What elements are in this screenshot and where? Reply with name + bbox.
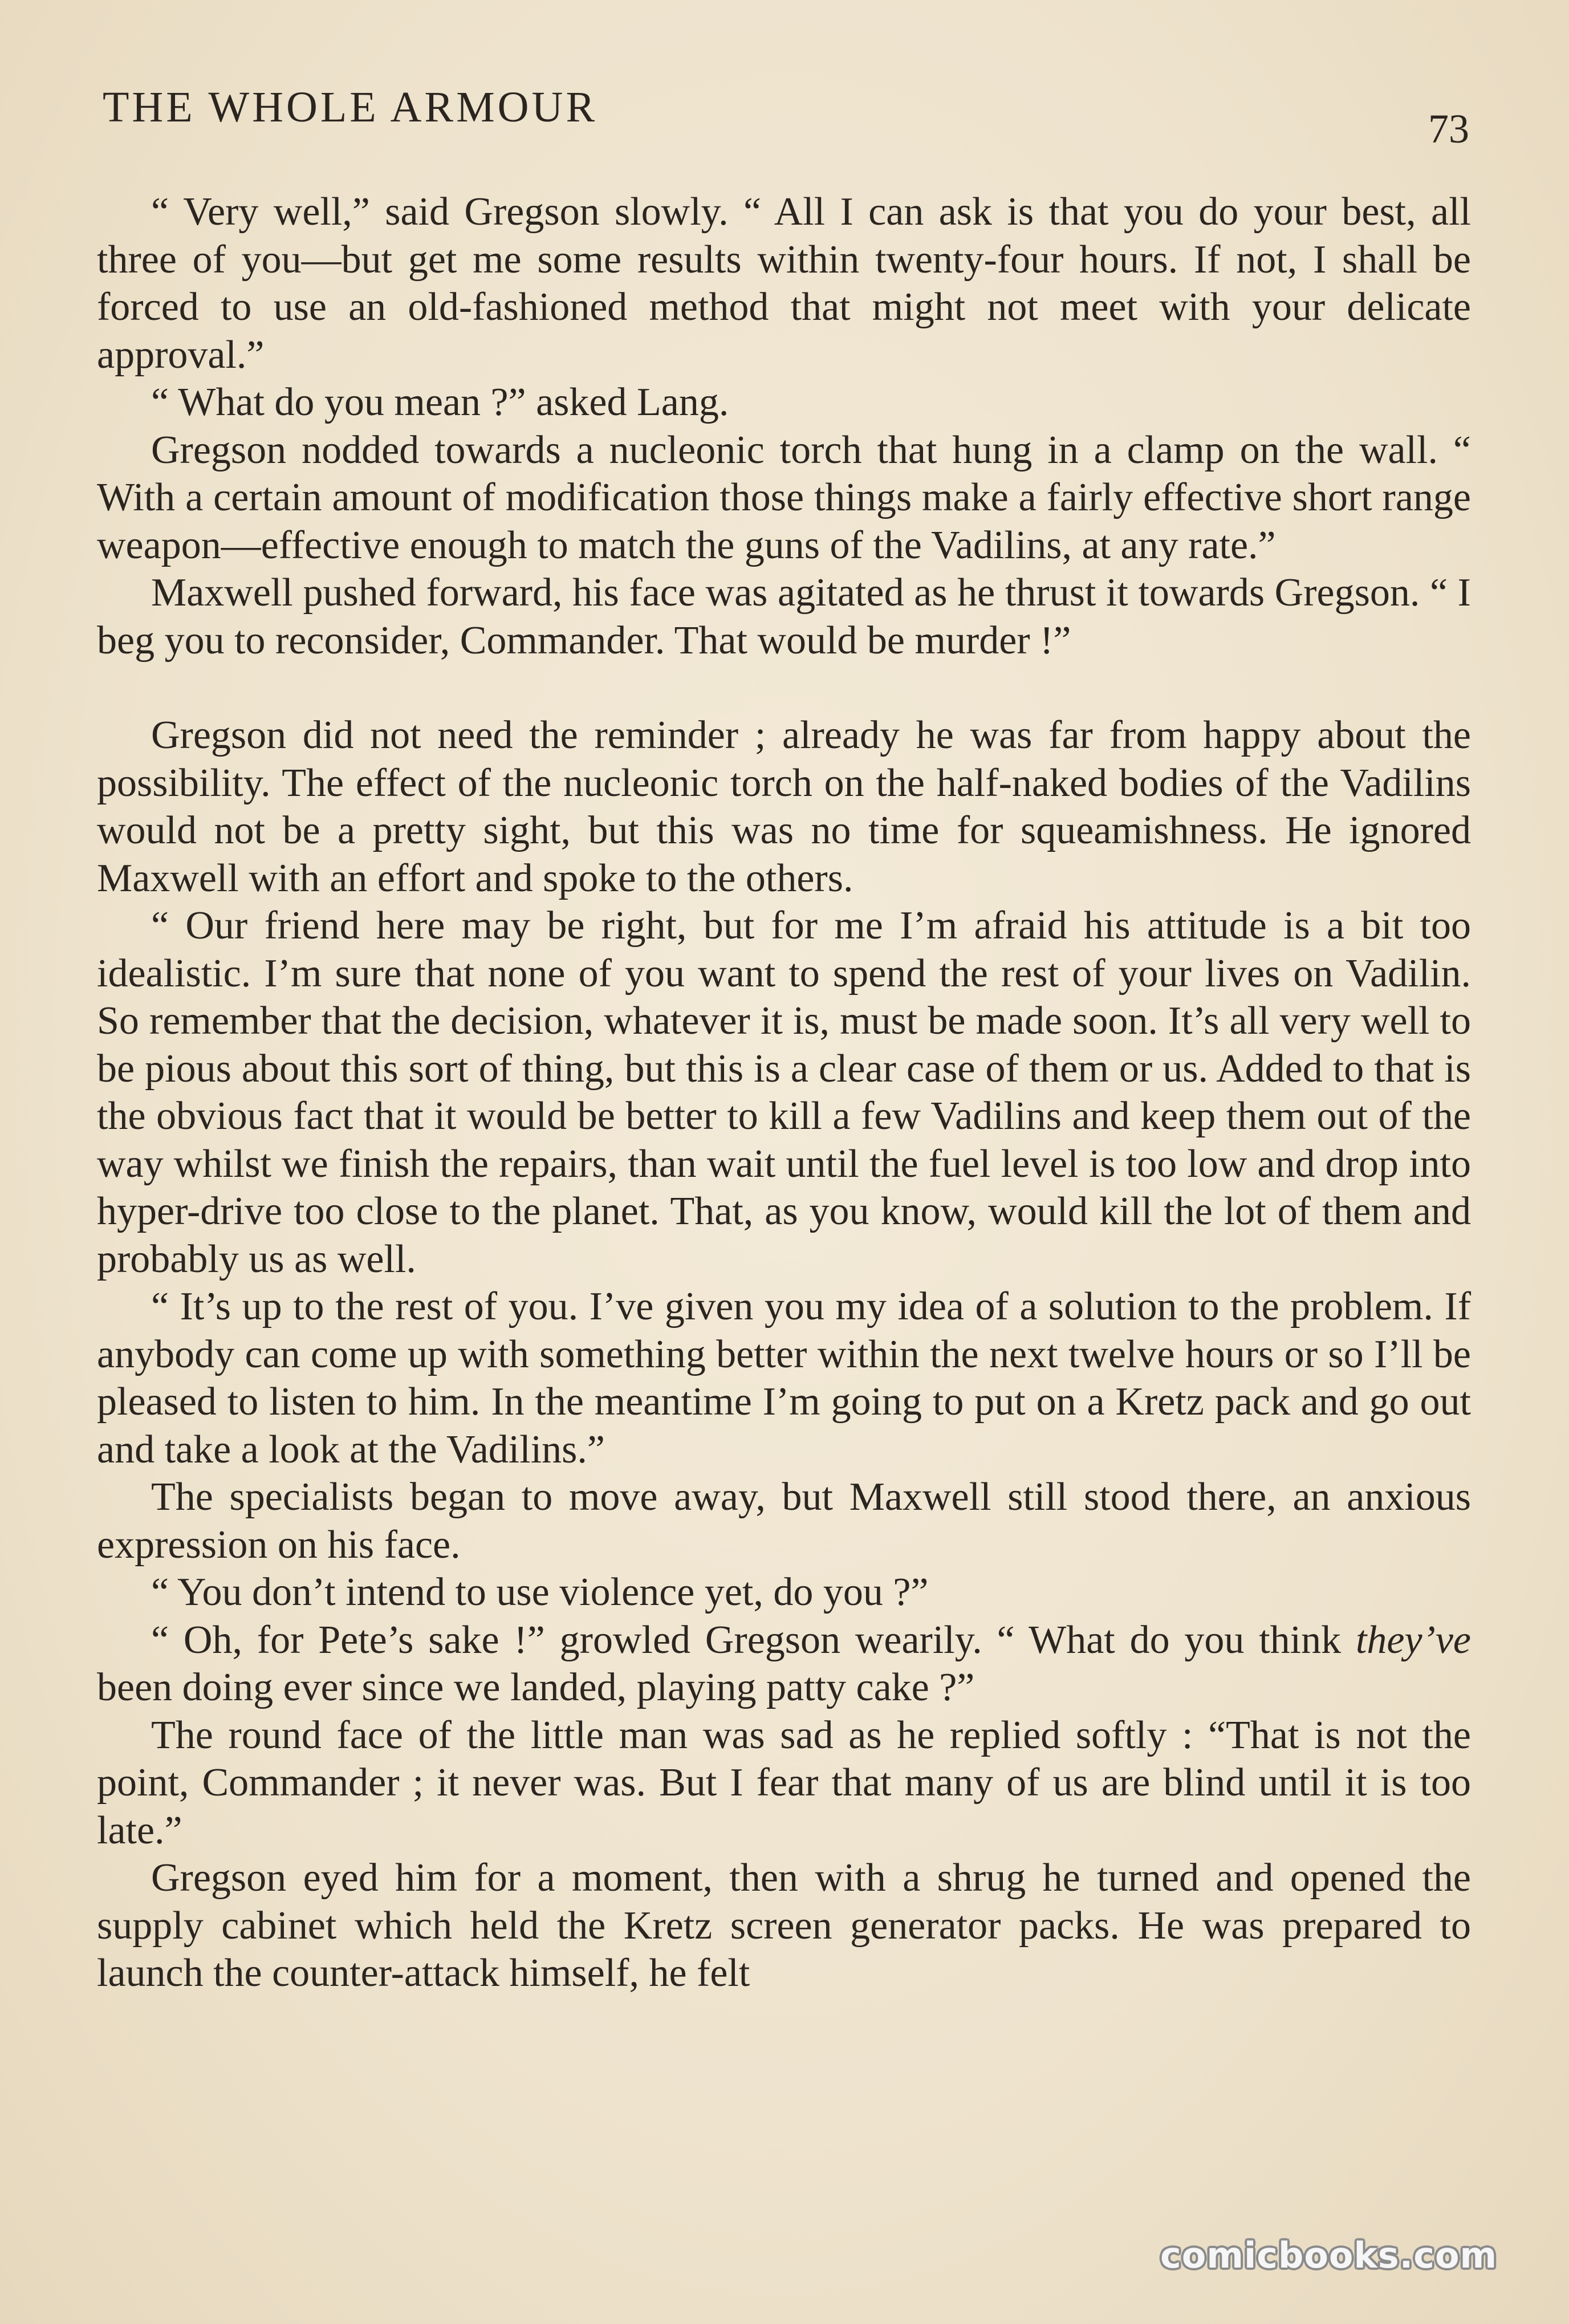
paragraph-text: been doing ever since we landed, playing patty cake ?” xyxy=(97,1665,975,1709)
body-text xyxy=(97,188,1471,1997)
paragraph: Gregson nodded towards a nucleonic torch that hung in a clamp on the wall. “ With a certain amount of modification those things make a fairly effective short range weapon—effective enough to match the guns of the Vadilins, at any rate.” xyxy=(97,428,1471,567)
emphasis-text: they’ve xyxy=(1355,1618,1471,1662)
paragraph-text: “ Oh, for Pete’s sake !” growled Gregson wearily. “ What do you think xyxy=(151,1618,1356,1662)
paragraph: The round face of the little man was sad as he replied softly : “That is not the point, Commander ; it never was. But I fear that many of us are blind until it is too late.” xyxy=(97,1713,1471,1852)
paragraph: “ It’s up to the rest of you. I’ve given you my idea of a solution to the problem. If anybody can come up with something better within the next twelve hours or so I’ll be pleased to listen to him. In the meantime I’m going to put on a Kretz pack and go out and take a look at the Vadilins.” xyxy=(97,1285,1471,1472)
paragraph: “ You don’t intend to use violence yet, do you ?” xyxy=(151,1570,929,1614)
paragraph: “ Very well,” said Gregson slowly. “ All I can ask is that you do your best, all three of you—but get me some results within twenty-four hours. If not, I shall be forced to use an old-fashioned method that might not meet with your delicate approval.” xyxy=(97,190,1471,377)
paragraph: The specialists began to move away, but Maxwell still stood there, an anxious expression on his face. xyxy=(97,1475,1471,1567)
page-number: 73 xyxy=(1428,106,1469,152)
watermark: comicbooks.com xyxy=(1160,2234,1498,2276)
paragraph xyxy=(97,1616,1471,1712)
running-head: THE WHOLE ARMOUR xyxy=(103,83,598,131)
paragraph: Gregson eyed him for a moment, then with a shrug he turned and opened the supply cabinet which held the Kretz screen generator packs. He was prepared to launch the counter-attack himself, he felt xyxy=(97,1856,1471,1995)
paragraph: Maxwell pushed forward, his face was agitated as he thrust it towards Gregson. “ I beg you to reconsider, Commander. That would be murder !” xyxy=(97,571,1471,663)
paragraph: Gregson did not need the reminder ; already he was far from happy about the possibility. The effect of the nucleonic torch on the half-naked bodies of the Vadilins would not be a pretty sight, but this was no time for squeamishness. He ignored Maxwell with an effort and spoke to the others. xyxy=(97,713,1471,900)
paragraph: “ Our friend here may be right, but for me I’m afraid his attitude is a bit too idealistic. I’m sure that none of you want to spend the rest of your lives on Vadilin. So remember that the decision, whatever it is, must be made soon. It’s all very well to be pious about this sort of thing, but this is a clear case of them or us. Added to that is the obvious fact that it would be better to kill a few Vadilins and keep them out of the way whilst we finish the repairs, than wait until the fuel level is too low and drop into hyper-drive too close to the planet. That, as you know, would kill the lot of them and probably us as well. xyxy=(97,904,1471,1281)
paragraph: “ What do you mean ?” asked Lang. xyxy=(151,380,729,424)
